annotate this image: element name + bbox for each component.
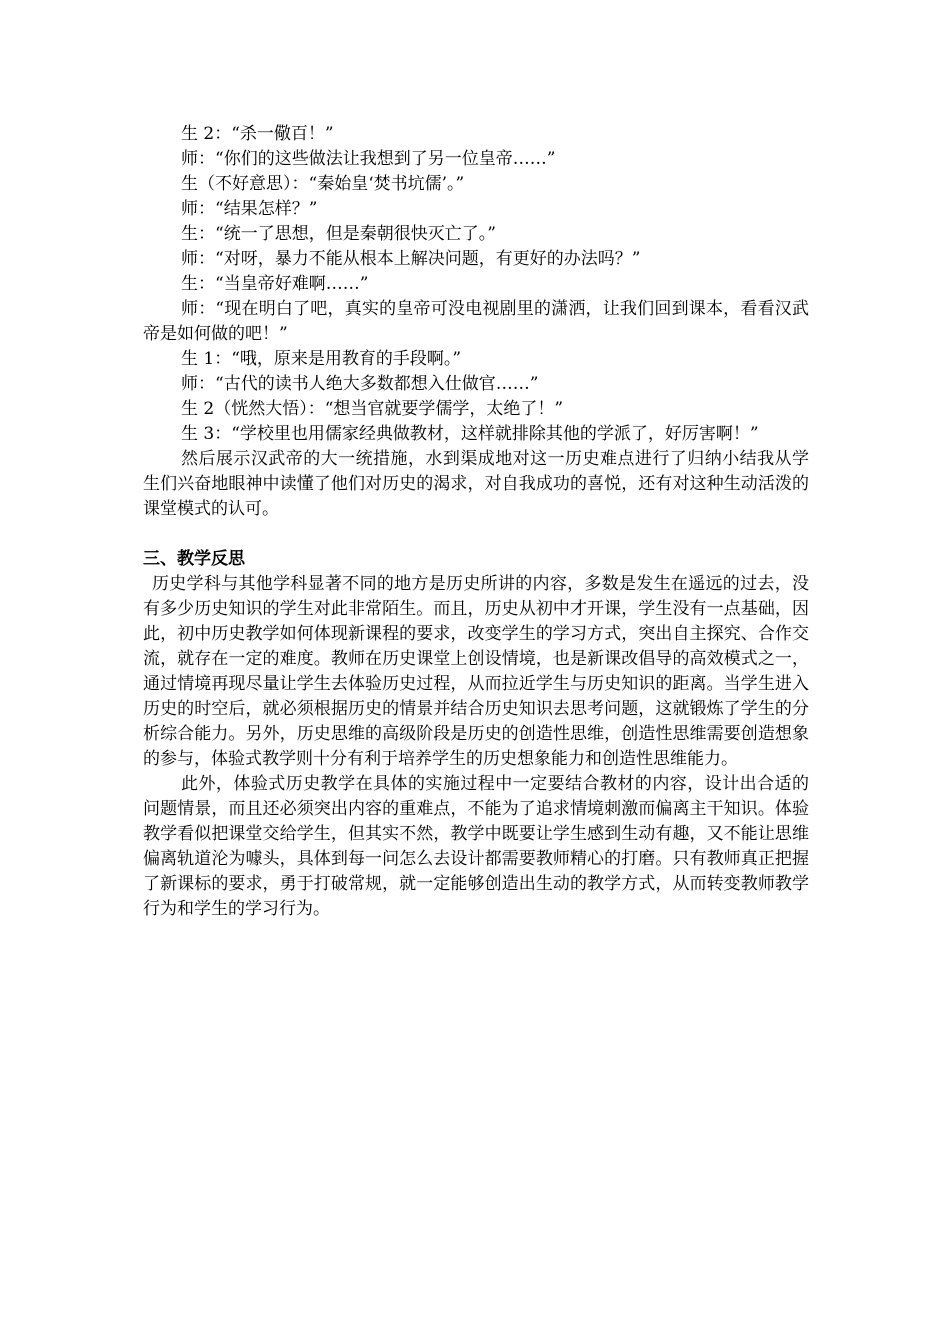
dialogue-line: 生 1：“哦，原来是用教育的手段啊。” [181,349,462,369]
section-heading: 三、教学反思 [143,549,245,569]
reflection-paragraph: 历史学科与其他学科显著不同的地方是历史所讲的内容，多数是发生在遥远的过去，没有多少历史知识的学生对此非常陌生。而且，历史从初中才开课，学生没有一点基础，因此，初中历史教学如何体现新课程的要求，改变学生的学习方式，突出自主探究、合作交流，就存在一定的难度。教师在历史课堂上创设情境，也是新课改倡导的高效模式之一，通过情境再现尽量让学生去体验历史过程，从而拉近学生与历史知识的距离。当学生进入历史的时空后，就必须根据历史的情景并结合历史知识去思考问题，这就锻炼了学生的分析综合能力。另外，历史思维的高级阶段是历史的创造性思维，创造性思维需要创造想象的参与，体验式教学则十分有利于培养学生的历史想象能力和创造性思维能力。 [143,574,809,769]
dialogue-line: 师：“你们的这些做法让我想到了另一位皇帝……” [181,149,556,169]
document-body [143,122,809,922]
dialogue-line: 生：“当皇帝好难啊……” [181,274,369,294]
dialogue-line: 生：“统一了思想，但是秦朝很快灭亡了。” [181,224,496,244]
dialogue-line: 师：“古代的读书人绝大多数都想入仕做官……” [181,374,539,394]
section-spacer [143,522,809,547]
dialogue-line: 生 2：“杀一儆百！” [181,124,334,144]
dialogue-line: 生（不好意思）：“秦始皇‘焚书坑儒’。” [181,174,465,194]
dialogue-line: 师：“对呀，暴力不能从根本上解决问题，有更好的办法吗？” [181,249,641,269]
dialogue-paragraph: 师：“现在明白了吧，真实的皇帝可没电视剧里的潇洒，让我们回到课本，看看汉武帝是如何做的吧！” [143,299,809,344]
summary-paragraph: 然后展示汉武帝的大一统措施，水到渠成地对这一历史难点进行了归纳小结我从学生们兴奋地眼神中读懂了他们对历史的渴求，对自我成功的喜悦，还有对这种生动活泼的课堂模式的认可。 [143,449,809,519]
dialogue-line: 生 2（恍然大悟）：“想当官就要学儒学，太绝了！” [181,399,564,419]
dialogue-paragraph: 生 3：“学校里也用儒家经典做教材，这样就排除其他的学派了，好厉害啊！” [181,424,759,444]
reflection-paragraph: 此外，体验式历史教学在具体的实施过程中一定要结合教材的内容，设计出合适的问题情景，而且还必须突出内容的重难点，不能为了追求情境刺激而偏离主干知识。体验教学看似把课堂交给学生，但其实不然，教学中既要让学生感到生动有趣，又不能让思维偏离轨道沦为噱头，具体到每一问怎么去设计都需要教师精心的打磨。只有教师真正把握了新课标的要求，勇于打破常规，就一定能够创造出生动的教学方式，从而转变教师教学行为和学生的学习行为。 [143,774,809,919]
dialogue-line: 师：“结果怎样？” [181,199,318,219]
